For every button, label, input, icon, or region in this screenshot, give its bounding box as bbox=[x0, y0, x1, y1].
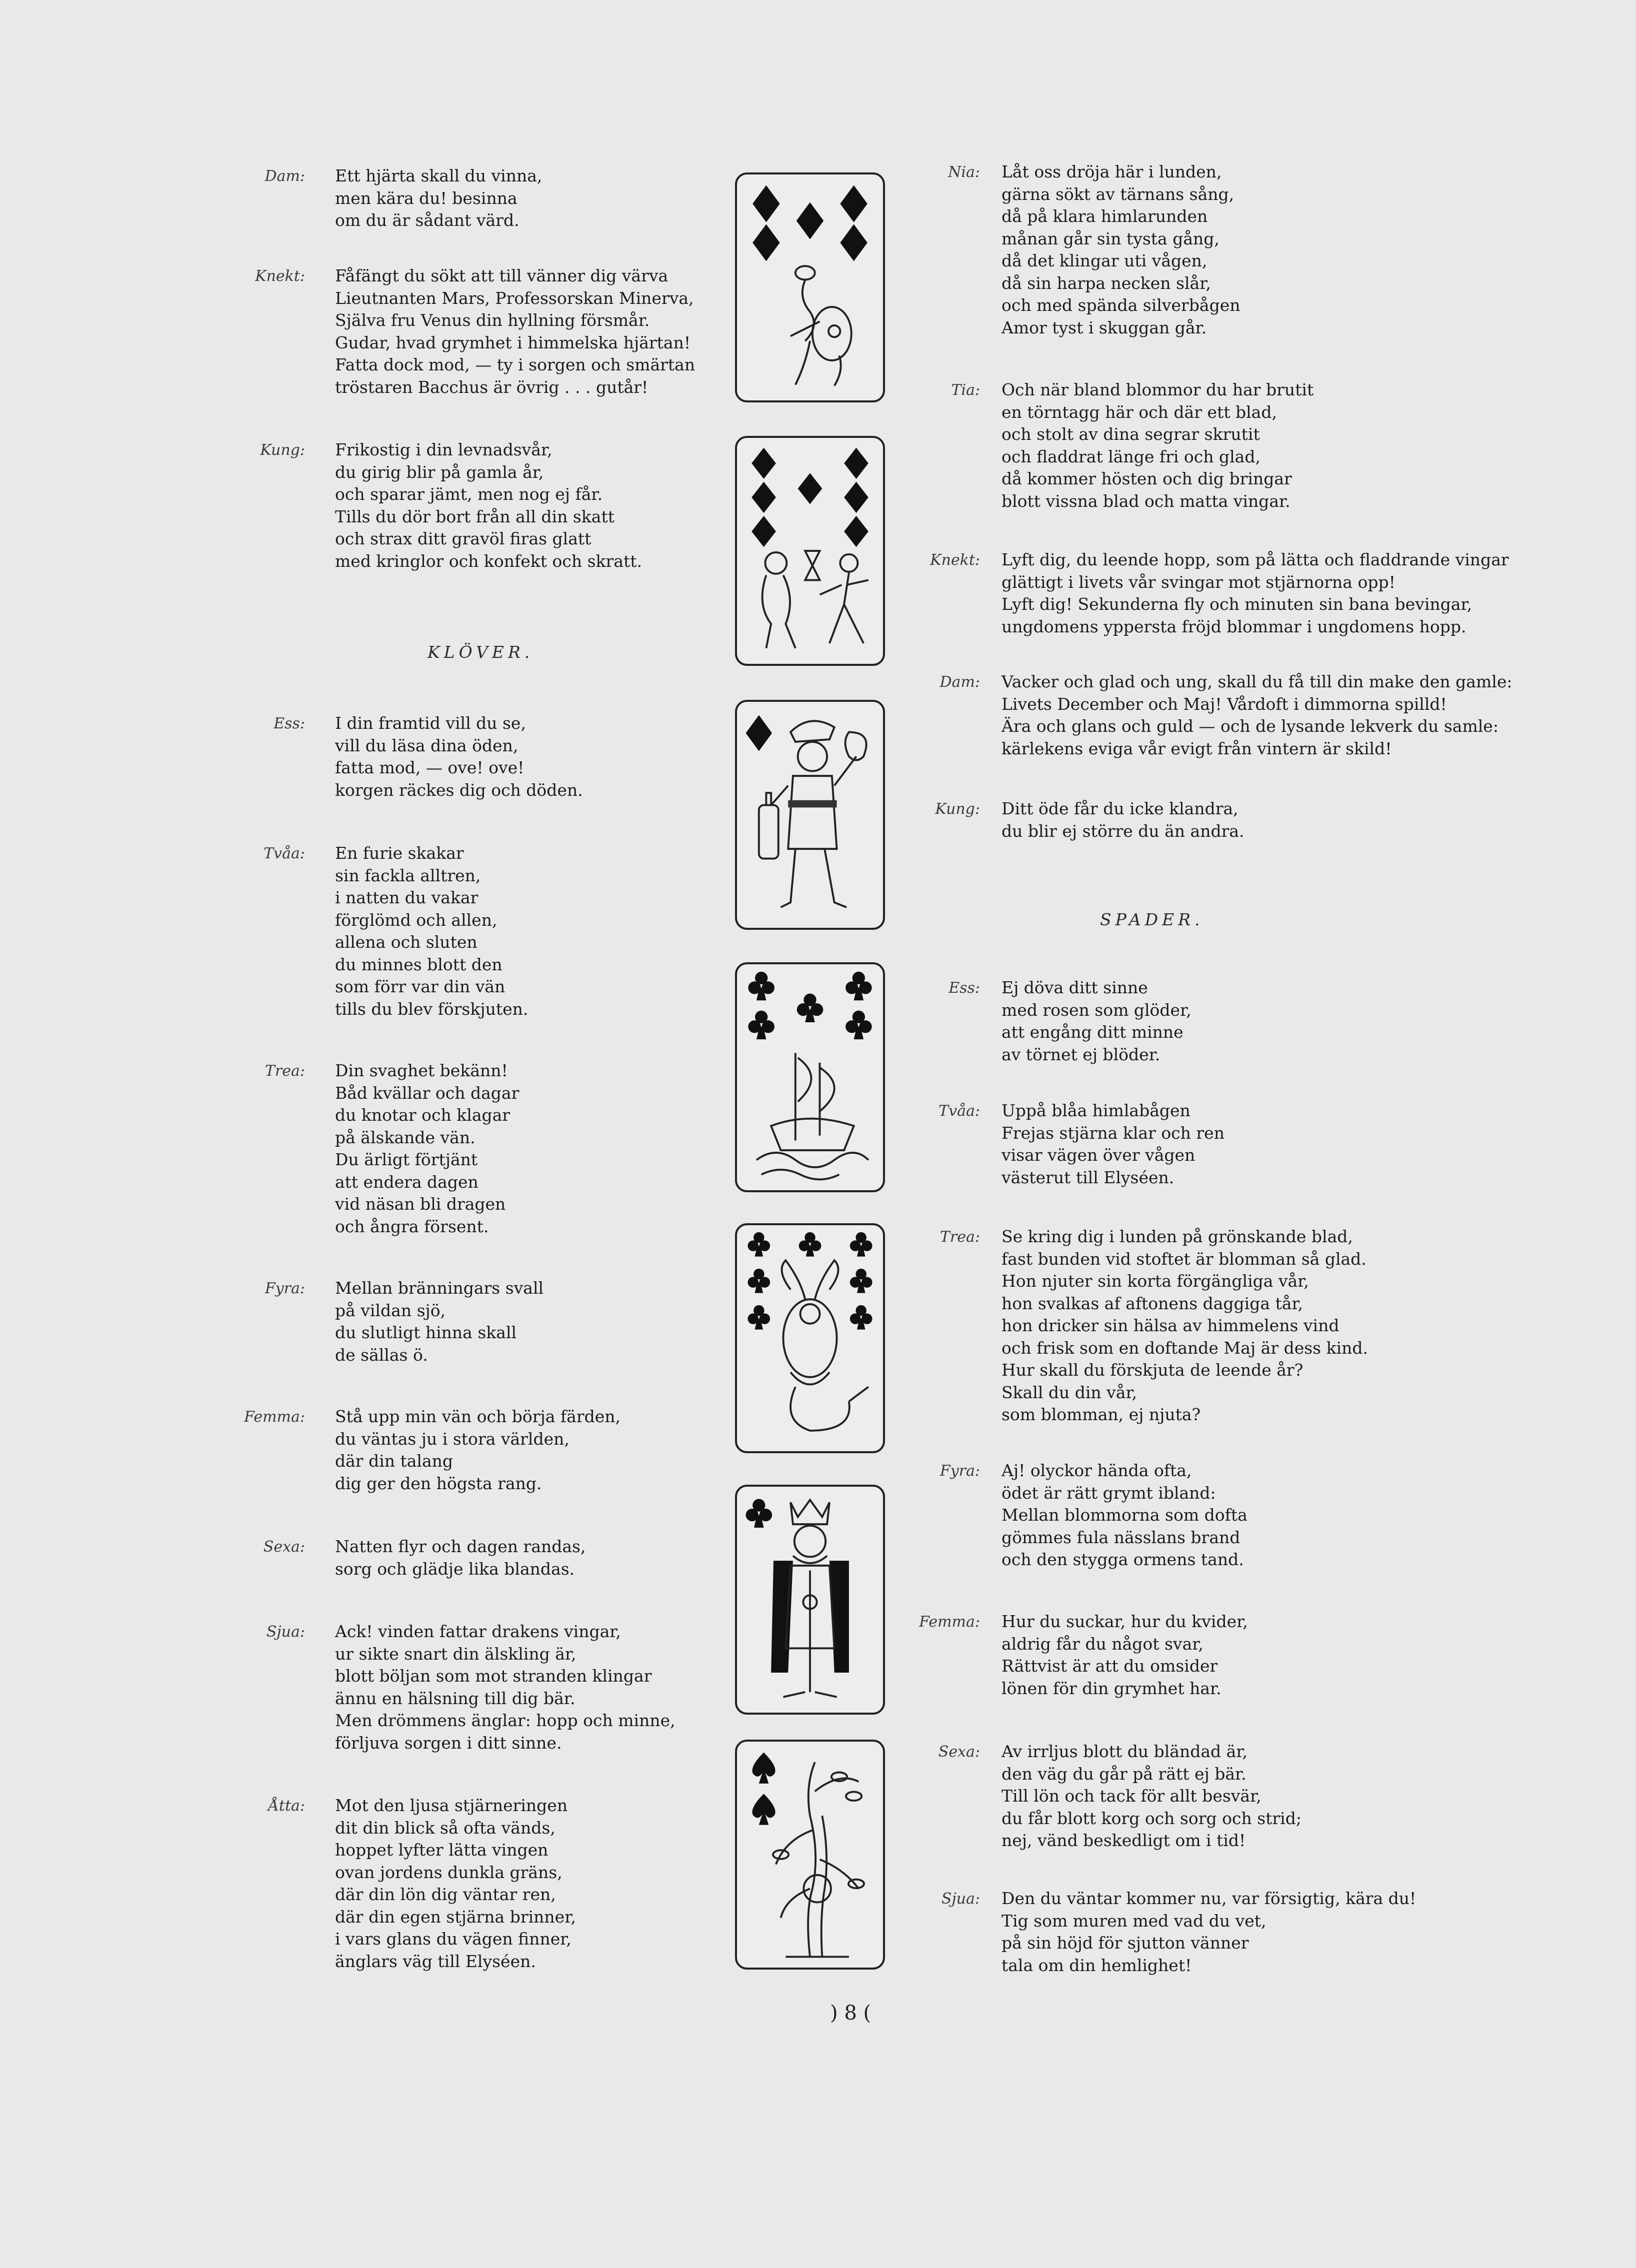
verse-text: Vacker och glad och ung, skall du få till din make den gamle: Livets December och Maj! Vårdoft i dimmorna spilld! Ära och glans och guld — och de lysande lekverk du samle: kärlekens eviga vår evigt från vintern är skild! bbox=[1002, 672, 1512, 758]
verse-text: Låt oss dröja här i lunden, gärna sökt av tärnans sång, då på klara himlarunden månan går sin tysta gång, då det klingar uti vågen, då sin harpa necken slår, och med spända silverbågen Amor tyst i skuggan går. bbox=[1002, 162, 1240, 337]
verse-text: I din framtid vill du se, vill du läsa dina öden, fatta mod, — ove! ove! korgen räckes dig och döden. bbox=[335, 713, 583, 800]
verse-label: Kung: bbox=[935, 800, 980, 818]
spader-heading: SPADER. bbox=[1100, 910, 1204, 929]
diamond-five-illustration bbox=[737, 174, 883, 400]
verse-label: Tvåa: bbox=[264, 845, 305, 862]
club-seven-illustration bbox=[737, 1225, 883, 1451]
verse-text: Den du väntar kommer nu, var försigtig, kära du! Tig som muren med vad du vet, på sin höjd för sjutton vänner tala om din hemlighet! bbox=[1002, 1889, 1416, 1975]
verse-label: Nia: bbox=[948, 163, 980, 181]
verse-text: Stå upp min vän och börja färden, du väntas ju i stora världen, där din talang dig ger den högsta rang. bbox=[335, 1407, 620, 1493]
verse-text: Natten flyr och dagen randas, sorg och glädje lika blandas. bbox=[335, 1537, 586, 1579]
verse-text: Frikostig i din levnadsvår, du girig blir på gamla år, och sparar jämt, men nog ej får. Tills du dör bort från all din skatt och strax ditt gravöl firas glatt med kringlor och konfekt och skratt. bbox=[335, 440, 642, 571]
verse-label: Knekt: bbox=[930, 551, 980, 569]
card-diamond-five bbox=[735, 172, 885, 402]
card-club-ace bbox=[735, 1485, 885, 1715]
verse-label: Sjua: bbox=[266, 1623, 305, 1641]
verse-label: Ess: bbox=[948, 979, 980, 997]
card-spade-two bbox=[735, 1740, 885, 1970]
verse-text: Och när bland blommor du har brutit en törntagg här och där ett blad, och stolt av dina segrar skrutit och fladdrat länge fri och glad, då kommer hösten och dig bringar blott vissna blad och matta vingar. bbox=[1002, 380, 1314, 511]
verse-text: Mellan bränningars svall på vildan sjö, du slutligt hinna skall de sällas ö. bbox=[335, 1278, 544, 1365]
verse-label: Dam: bbox=[264, 167, 305, 185]
verse-label: Trea: bbox=[940, 1228, 980, 1246]
verse-text: Ett hjärta skall du vinna, men kära du! besinna om du är sådant värd. bbox=[335, 166, 542, 230]
card-club-seven bbox=[735, 1223, 885, 1453]
verse-text: Se kring dig i lunden på grönskande blad, fast bunden vid stoftet är blomman så glad. Hon njuter sin korta förgängliga vår, hon svalkas af aftonens daggiga tår, hon dricker sin hälsa av himmelens vind och frisk som en doftande Maj är dess kind. Hur skall du förskjuta de leende år? Skall du din vår, som blomman, ej njuta? bbox=[1002, 1227, 1368, 1424]
spade-two-illustration bbox=[737, 1742, 883, 1968]
verse-text: Ditt öde får du icke klandra, du blir ej större du än andra. bbox=[1002, 799, 1244, 841]
verse-label: Sexa: bbox=[263, 1538, 305, 1556]
verse-label: Tia: bbox=[951, 381, 980, 399]
verse-label: Åtta: bbox=[268, 1797, 305, 1815]
club-ace-illustration bbox=[737, 1487, 883, 1713]
verse-text: Hur du suckar, hur du kvider, aldrig får du något svar, Rättvist är att du omsider lönen för din grymhet har. bbox=[1002, 1612, 1248, 1698]
page-number: ) 8 ( bbox=[830, 2002, 872, 2025]
verse-text: Din svaghet bekänn! Båd kvällar och dagar du knotar och klagar på älskande vän. Du ärligt förtjänt att endera dagen vid näsan bli dragen och ångra försent. bbox=[335, 1061, 520, 1236]
verse-label: Sjua: bbox=[941, 1890, 980, 1908]
klover-heading: KLÖVER. bbox=[428, 642, 534, 662]
verse-text: Uppå blåa himlabågen Frejas stjärna klar och ren visar vägen över vågen västerut till Elyséen. bbox=[1002, 1101, 1224, 1187]
verse-label: Fyra: bbox=[940, 1462, 980, 1480]
verse-text: En furie skakar sin fackla alltren, i natten du vakar förglömd och allen, allena och sluten du minnes blott den som förr var din vän tills du blev förskjuten. bbox=[335, 843, 528, 1019]
verse-text: Aj! olyckor hända ofta, ödet är rätt grymt ibland: Mellan blommorna som dofta gömmes fula nässlans brand och den stygga ormens tand. bbox=[1002, 1461, 1248, 1569]
verse-text: Mot den ljusa stjärneringen dit din blick så ofta vänds, hoppet lyfter lätta vingen ovan jordens dunkla gräns, där din lön dig väntar ren, där din egen stjärna brinner, i vars glans du vägen finner, änglars väg till Elyséen. bbox=[335, 1796, 576, 1971]
verse-label: Fyra: bbox=[264, 1280, 305, 1297]
verse-text: Ack! vinden fattar drakens vingar, ur sikte snart din älskling är, blott böljan som mot stranden klingar ännu en hälsning till dig bär. Men drömmens änglar: hopp och minne, förljuva sorgen i ditt sinne. bbox=[335, 1622, 676, 1753]
verse-text: Ej döva ditt sinne med rosen som glöder, att engång ditt minne av törnet ej blöder. bbox=[1002, 978, 1192, 1064]
verse-label: Femma: bbox=[919, 1613, 980, 1631]
verse-label: Trea: bbox=[264, 1062, 305, 1080]
verse-label: Femma: bbox=[244, 1408, 305, 1426]
verse-label: Kung: bbox=[260, 441, 305, 459]
verse-text: Fåfängt du sökt att till vänner dig värva Lieutnanten Mars, Professorskan Minerva, Själva fru Venus din hyllning försmår. Gudar, hvad grymhet i himmelska hjärtan! Fatta dock mod, — ty i sorgen och smärtan tröstaren Bacchus är övrig . . . gutår! bbox=[335, 266, 696, 397]
verse-text: Av irrljus blott du bländad är, den väg du går på rätt ej bär. Till lön och tack för allt besvär, du får blott korg och sorg och strid; nej, vänd beskedligt om i tid! bbox=[1002, 1742, 1302, 1850]
verse-label: Sexa: bbox=[938, 1743, 980, 1761]
verse-text: Lyft dig, du leende hopp, som på lätta och fladdrande vingar glättigt i livets vår svingar mot stjärnorna opp! Lyft dig! Sekunderna fly och minuten sin bana bevingar, ungdomens yppersta fröjd blommar i ungdomens hopp. bbox=[1002, 550, 1509, 636]
verse-label: Ess: bbox=[274, 715, 305, 732]
verse-label: Knekt: bbox=[255, 267, 305, 285]
verse-label: Tvåa: bbox=[938, 1102, 980, 1120]
verse-label: Dam: bbox=[940, 673, 980, 691]
